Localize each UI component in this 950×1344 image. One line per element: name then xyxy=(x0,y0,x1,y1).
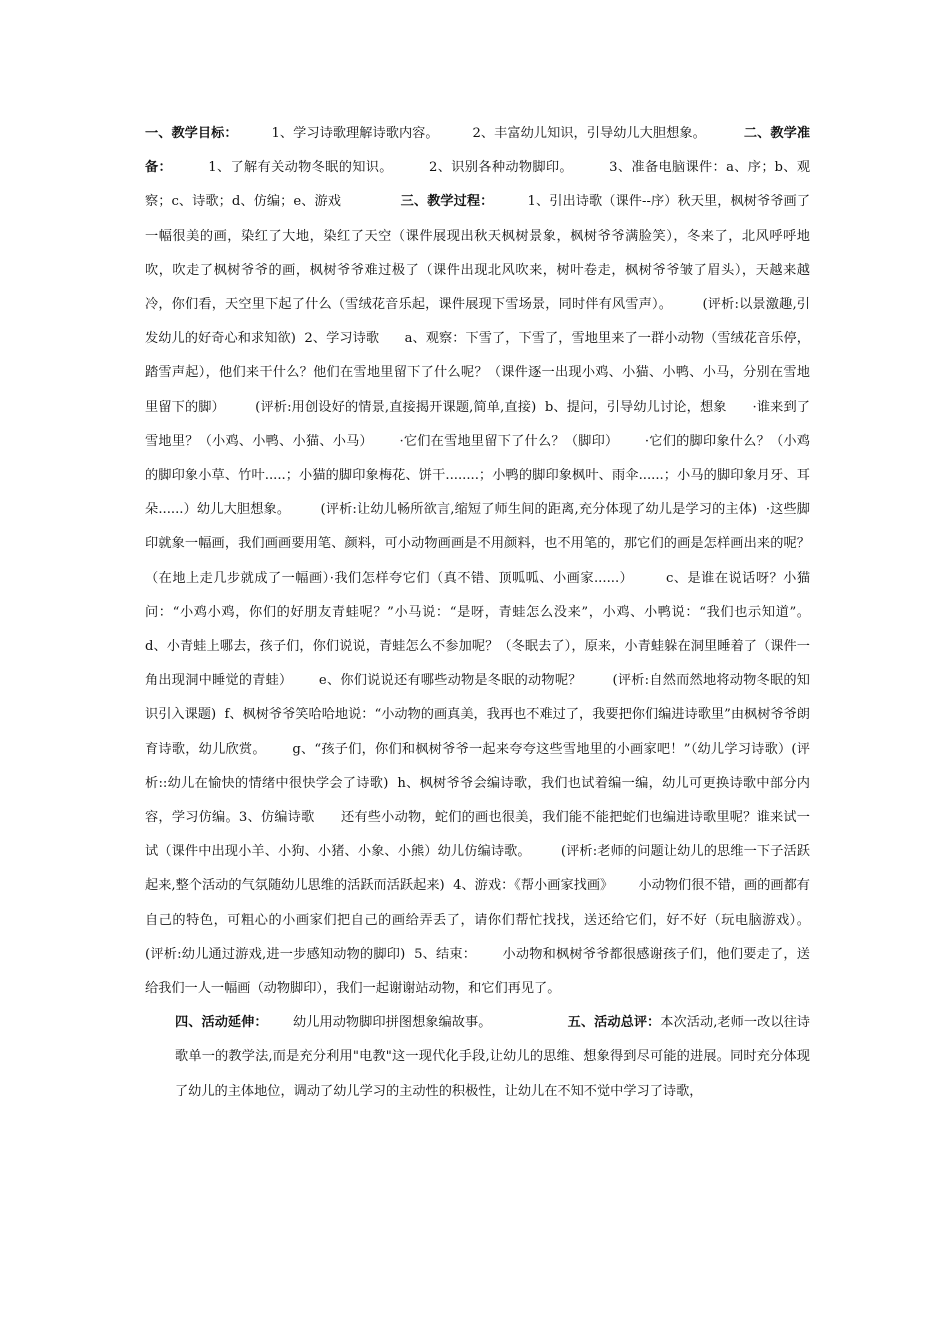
section-heading: 一、教学目标： xyxy=(145,126,238,141)
body-text: 幼儿用动物脚印拼图想象编故事。 xyxy=(267,1015,568,1031)
section-heading: 二、教学准备： xyxy=(145,126,811,176)
body-text: 本次活动,老师一改以往诗歌单一的教学法,而是充分利用"电教"这一现代化手段,让幼儿的思维、想象得到尽可能的进展。同时充分体现了幼儿的主体地位，调动了幼儿学习的主动性的积极性，让幼儿在不知不觉中学习了诗歌， xyxy=(175,1015,810,1099)
section-heading: 三、教学过程： xyxy=(400,194,494,210)
body-text: 1、学习诗歌理解诗歌内容。 2、丰富幼儿知识，引导幼儿大胆想象。 xyxy=(237,126,744,141)
document-page xyxy=(145,117,840,1109)
body-text: 1、了解有关动物冬眠的知识。 2、识别各种动物脚印。 3、准备电脑课件：a、序；b、观察；c、诗歌；d、仿编；e、游戏 xyxy=(145,160,811,210)
para-body xyxy=(145,117,840,1006)
section-heading: 五、活动总评： xyxy=(567,1015,661,1031)
para-extension xyxy=(145,1006,810,1109)
body-text: 1、引出诗歌（课件--序）秋天里，枫树爷爷画了一幅很美的画，染红了大地，染红了天空（课件展现出秋天枫树景象，枫树爷爷满脸笑），冬来了，北风呼呼地吹，吹走了枫树爷爷的画，枫树爷爷难过极了（课件出现北风吹来，树叶卷走，枫树爷爷皱了眉头），天越来越冷，你们看，天空里下起了什么（雪绒花音乐起，课件展现下雪场景，同时伴有风雪声）。 (评析:以景激趣,引发幼儿的好奇心和求知欲) 2、学习诗歌 a、观察：下雪了，下雪了，雪地里来了一群小动物（雪绒花音乐停，踏雪声起），他们来干什么？他们在雪地里留下了什么呢？（课件逐一出现小鸡、小猫、小鸭、小马，分别在雪地里留下的脚） (评析:用创设好的情景,直接揭开课题,简单,直接) b、提问，引导幼儿讨论，想象 ·谁来到了雪地里？（小鸡、小鸭、小猫、小马） ·它们在雪地里留下了什么？（脚印） ·它们的脚印象什么？（小鸡的脚印象小草、竹叶.....；小猫的脚印象梅花、饼干........；小鸭的脚印象枫叶、雨伞......；小马的脚印象月牙、耳朵......）幼儿大胆想象。 (评析:让幼儿畅所欲言,缩短了师生间的距离,充分体现了幼儿是学习的主体) ·这些脚印就象一幅画，我们画画要用笔、颜料，可小动物画画是不用颜料，也不用笔的，那它们的画是怎样画出来的呢？（在地上走几步就成了一幅画）·我们怎样夸它们（真不错、顶呱呱、小画家......） c、是谁在说话呀？小猫问：“小鸡小鸡，你们的好朋友青蛙呢？”小马说：“是呀，青蛙怎么没来”，小鸡、小鸭说：“我们也示知道”。 d、小青蛙上哪去，孩子们，你们说说，青蛙怎么不参加呢？（冬眠去了），原来，小青蛙躲在洞里睡着了（课件一角出现洞中睡觉的青蛙） e、你们说说还有哪些动物是冬眠的动物呢？ (评析:自然而然地将动物冬眠的知识引入课题) f、枫树爷爷笑哈哈地说：“小动物的画真美，我再也不难过了，我要把你们编进诗歌里”由枫树爷爷朗育诗歌，幼儿欣赏。 g、“孩子们，你们和枫树爷爷一起来夸夸这些雪地里的小画家吧！”（幼儿学习诗歌）(评析::幼儿在愉快的情绪中很快学会了诗歌) h、枫树爷爷会编诗歌，我们也试着编一编，幼儿可更换诗歌中部分内容，学习仿编。3、仿编诗歌 还有些小动物，蛇们的画也很美，我们能不能把蛇们也编进诗歌里呢？谁来试一试（课件中出现小羊、小狗、小猪、小象、小熊）幼儿仿编诗歌。 (评析:老师的问题让幼儿的思维一下子活跃起来,整个活动的气氛随幼儿思维的活跃而活跃起来) 4、游戏：《帮小画家找画》 小动物们很不错，画的画都有自己的特色，可粗心的小画家们把自己的画给弄丢了，请你们帮忙找找，送还给它们，好不好（玩电脑游戏）。 (评析:幼儿通过游戏,进一步感知动物的脚印) 5、结束： 小动物和枫树爷爷都很感谢孩子们，他们要走了，送给我们一人一幅画（动物脚印），我们一起谢谢站动物，和它们再见了。 xyxy=(145,194,840,997)
section-heading: 四、活动延伸： xyxy=(175,1015,268,1031)
